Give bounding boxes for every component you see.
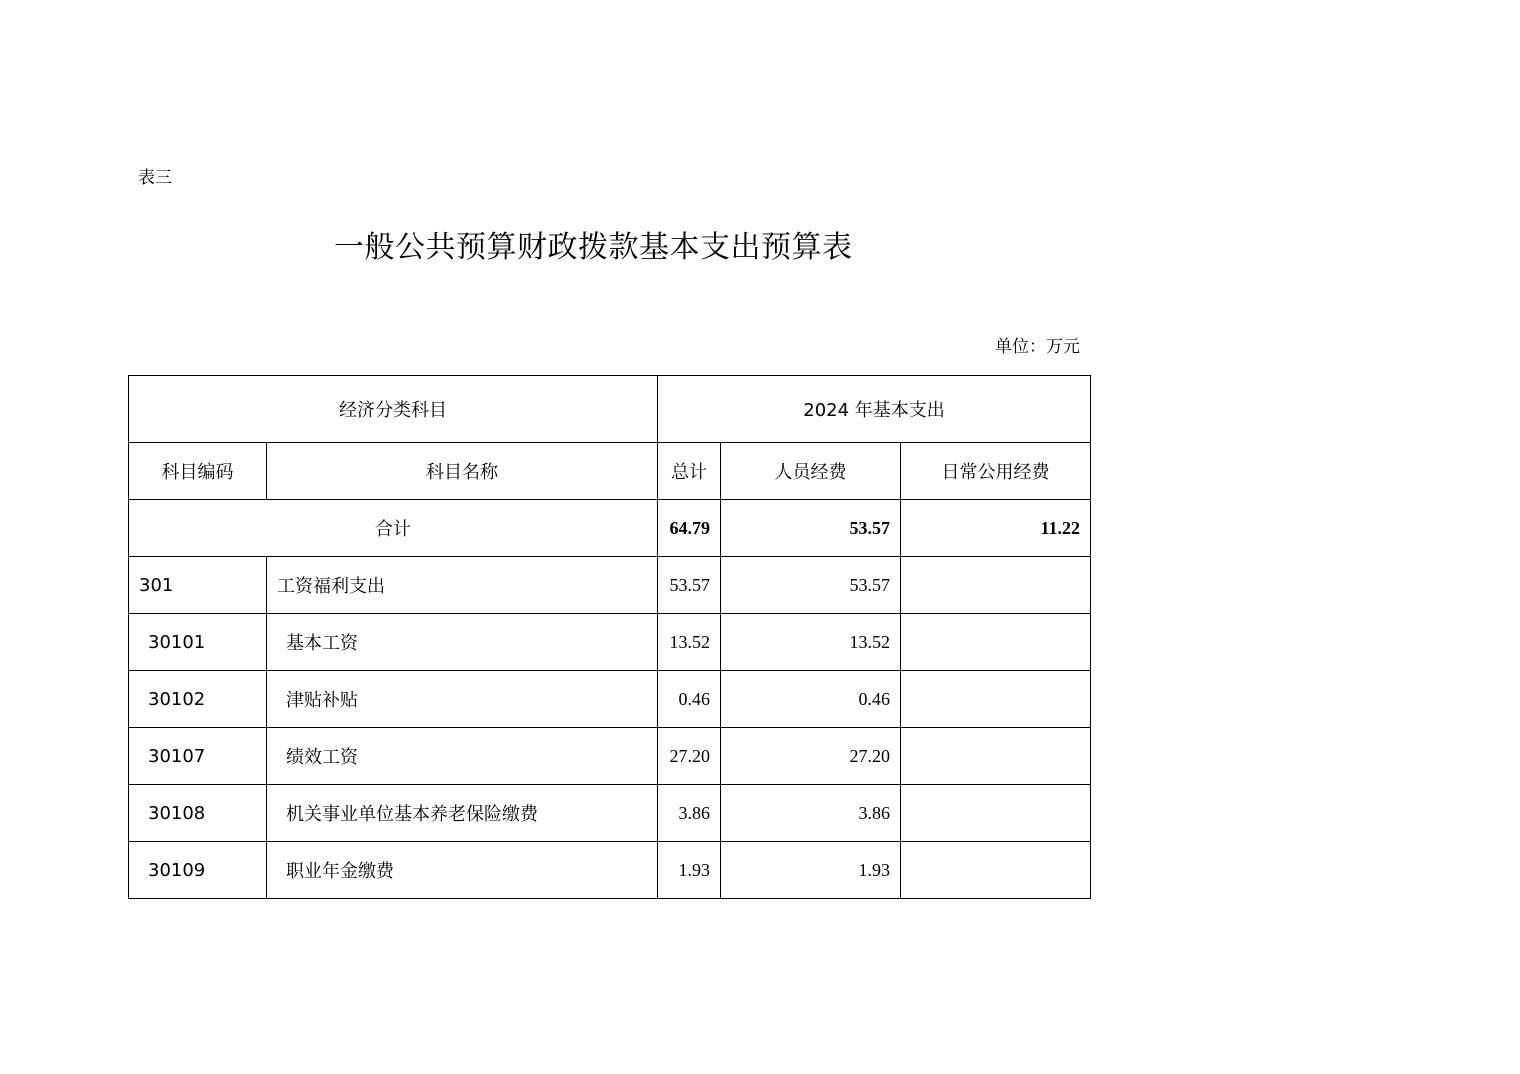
header-code: 科目编码 [129,443,267,500]
row-public [901,614,1091,671]
row-code: 30108 [129,785,267,842]
row-public [901,557,1091,614]
header-public: 日常公用经费 [901,443,1091,500]
row-name: 绩效工资 [267,728,658,785]
row-personnel: 3.86 [721,785,901,842]
header-row-group [129,376,1091,443]
row-name: 工资福利支出 [267,557,658,614]
row-name: 机关事业单位基本养老保险缴费 [267,785,658,842]
row-personnel: 53.57 [721,557,901,614]
row-personnel: 1.93 [721,842,901,899]
table-number-label: 表三 [138,168,172,188]
row-public [901,785,1091,842]
row-total: 3.86 [658,785,721,842]
total-label: 合计 [129,500,658,557]
table-row [129,842,1091,899]
row-total: 1.93 [658,842,721,899]
table-row [129,614,1091,671]
header-basic-expenditure: 2024 年基本支出 [658,376,1091,443]
row-code: 30101 [129,614,267,671]
table-row [129,728,1091,785]
row-public [901,671,1091,728]
row-code: 30109 [129,842,267,899]
row-name: 津贴补贴 [267,671,658,728]
header-row-columns [129,443,1091,500]
row-code: 30102 [129,671,267,728]
total-personnel: 53.57 [721,500,901,557]
budget-table [128,375,1091,899]
row-personnel: 13.52 [721,614,901,671]
table-row [129,557,1091,614]
row-name: 职业年金缴费 [267,842,658,899]
document-title: 一般公共预算财政拨款基本支出预算表 [334,230,853,265]
row-public [901,728,1091,785]
table-row [129,671,1091,728]
row-code: 301 [129,557,267,614]
row-total: 53.57 [658,557,721,614]
row-personnel: 0.46 [721,671,901,728]
row-code: 30107 [129,728,267,785]
unit-note: 单位：万元 [995,337,1080,357]
header-personnel: 人员经费 [721,443,901,500]
total-sum: 64.79 [658,500,721,557]
row-name: 基本工资 [267,614,658,671]
total-public: 11.22 [901,500,1091,557]
header-name: 科目名称 [267,443,658,500]
row-total: 27.20 [658,728,721,785]
row-total: 13.52 [658,614,721,671]
row-public [901,842,1091,899]
table-row [129,785,1091,842]
total-row [129,500,1091,557]
row-personnel: 27.20 [721,728,901,785]
header-economic-classification: 经济分类科目 [129,376,658,443]
header-total: 总计 [658,443,721,500]
row-total: 0.46 [658,671,721,728]
